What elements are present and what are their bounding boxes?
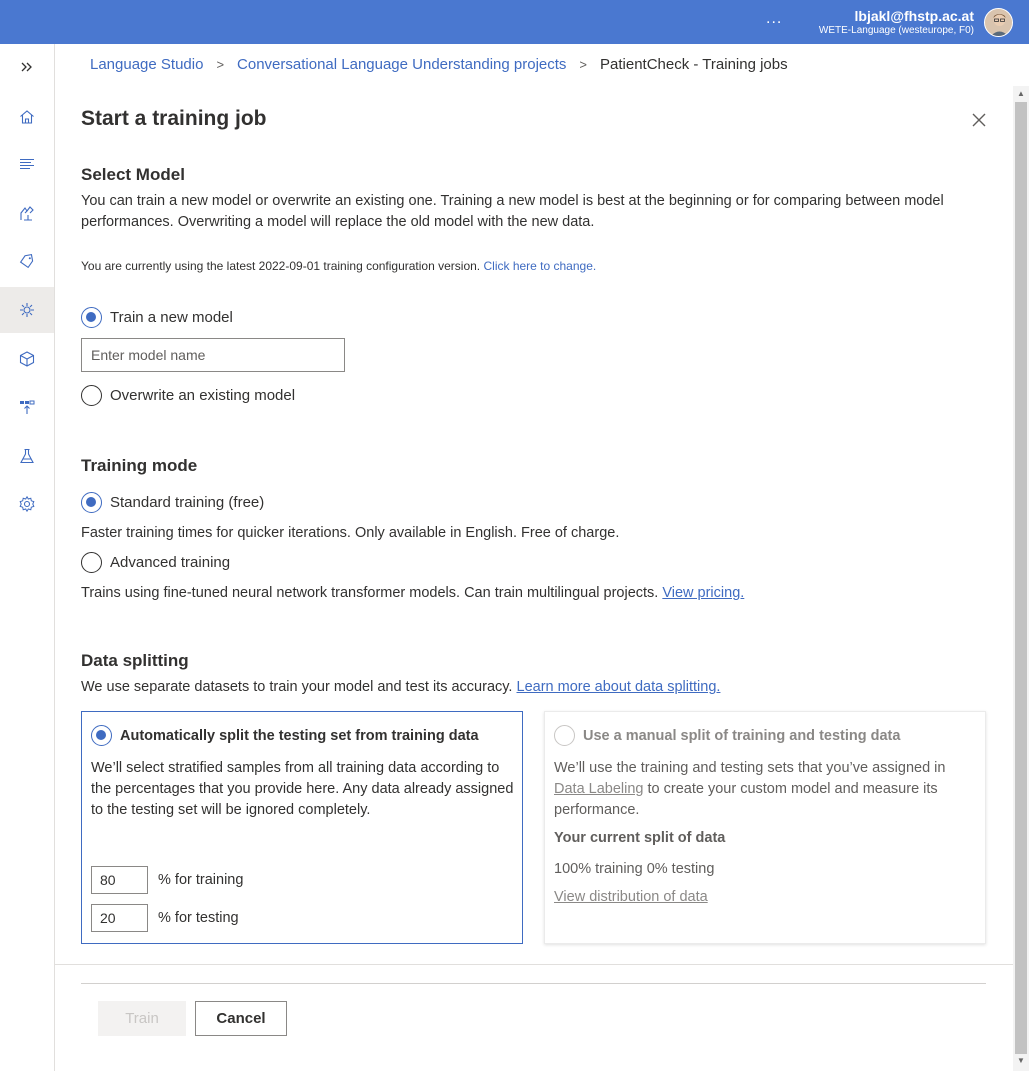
data-labeling-link: Data Labeling — [554, 781, 644, 797]
testing-percent-input[interactable] — [91, 904, 148, 932]
chevron-right-icon: > — [579, 57, 588, 72]
radio-selected-icon — [81, 307, 102, 328]
radio-disabled-icon — [554, 725, 575, 746]
nav-settings[interactable] — [0, 481, 54, 527]
data-splitting-text: We use separate datasets to train your model and test its accuracy. — [81, 679, 513, 695]
current-split-heading: Your current split of data — [554, 830, 726, 846]
footer-divider — [81, 983, 986, 984]
radio-selected-icon — [91, 725, 112, 746]
tag-icon — [18, 252, 36, 270]
view-pricing-link[interactable]: View pricing. — [662, 585, 745, 601]
auto-split-description: We’ll select stratified samples from all training data according to the percentages that you provide here. Any data already assigned to the testing set will be ignored completely. — [91, 760, 514, 818]
cube-icon — [18, 350, 36, 368]
breadcrumb-current: PatientCheck - Training jobs — [600, 56, 788, 73]
home-icon — [18, 108, 36, 126]
scrollbar-thumb[interactable] — [1015, 102, 1027, 1054]
top-bar — [0, 0, 1029, 44]
radio-unselected-icon — [81, 385, 102, 406]
nav-overview[interactable] — [0, 141, 54, 187]
advanced-training-description — [81, 583, 981, 604]
expand-nav-button[interactable] — [0, 44, 54, 90]
more-options-button[interactable]: ... — [766, 10, 783, 27]
training-percent-row — [91, 866, 243, 894]
close-icon — [971, 112, 987, 128]
cancel-button[interactable]: Cancel — [195, 1001, 287, 1036]
manual-split-text-post: to create your custom model and measure its performance. — [554, 781, 938, 818]
tenant-name: WETE-Language (westeurope, F0) — [818, 25, 974, 36]
manual-split-description — [554, 758, 979, 821]
current-split-value: 100% training 0% testing — [554, 861, 715, 877]
standard-training-description: Faster training times for quicker iterations. Only available in English. Free of charge. — [81, 525, 620, 541]
view-distribution-link: View distribution of data — [554, 889, 708, 905]
scroll-down-arrow-icon[interactable]: ▼ — [1017, 1056, 1025, 1065]
list-icon — [18, 155, 36, 173]
select-model-description: You can train a new model or overwrite an existing one. Training a new model is best at the beginning or for comparing between model performances. Overwriting a model will replace the old model with the new data. — [81, 193, 944, 230]
breadcrumb-clu-projects[interactable]: Conversational Language Understanding projects — [237, 56, 567, 73]
section-divider — [55, 964, 1013, 965]
train-button[interactable]: Train — [98, 1001, 186, 1036]
panel-title: Start a training job — [81, 107, 267, 130]
gear-icon — [18, 495, 36, 513]
avatar-image — [985, 9, 1013, 37]
data-splitting-description — [81, 677, 981, 698]
testing-percent-row — [91, 904, 239, 932]
scroll-up-arrow-icon[interactable]: ▲ — [1017, 89, 1025, 98]
data-splitting-heading: Data splitting — [81, 651, 189, 670]
double-chevron-right-icon — [18, 58, 36, 76]
training-mode-heading: Training mode — [81, 456, 198, 475]
auto-split-radio[interactable] — [91, 725, 479, 746]
select-model-heading: Select Model — [81, 165, 185, 184]
train-new-model-radio[interactable] — [81, 307, 233, 328]
manual-split-radio — [554, 725, 900, 746]
manual-split-card — [544, 711, 986, 944]
model-name-input[interactable] — [81, 338, 345, 372]
auto-split-label: Automatically split the testing set from training data — [120, 727, 479, 744]
deploy-icon — [18, 398, 36, 416]
left-nav-rail — [0, 44, 55, 1071]
radio-unselected-icon — [81, 552, 102, 573]
nav-model-performance[interactable] — [0, 336, 54, 382]
nav-schema[interactable] — [0, 190, 54, 236]
standard-training-label: Standard training (free) — [110, 494, 265, 511]
train-new-model-label: Train a new model — [110, 309, 233, 326]
nav-labeling[interactable] — [0, 238, 54, 284]
advanced-training-text: Trains using fine-tuned neural network transformer models. Can train multilingual projects. — [81, 585, 659, 601]
user-email: lbjakl@fhstp.ac.at — [854, 8, 974, 24]
training-percent-label: % for training — [158, 872, 244, 888]
avatar[interactable] — [984, 8, 1013, 37]
breadcrumb — [90, 56, 788, 73]
build-icon — [18, 204, 36, 222]
breadcrumb-language-studio[interactable]: Language Studio — [90, 56, 204, 73]
training-percent-input[interactable] — [91, 866, 148, 894]
learn-data-splitting-link[interactable]: Learn more about data splitting. — [516, 679, 721, 695]
advanced-training-radio[interactable] — [81, 552, 230, 573]
flask-icon — [18, 447, 36, 465]
config-version-label: You are currently using the latest 2022-09-01 training configuration version. — [81, 259, 481, 273]
auto-split-card[interactable] — [81, 711, 523, 944]
advanced-training-label: Advanced training — [110, 554, 231, 571]
testing-percent-label: % for testing — [158, 910, 239, 926]
chevron-right-icon: > — [216, 57, 225, 72]
standard-training-radio[interactable] — [81, 492, 264, 513]
account-info[interactable] — [819, 8, 974, 38]
train-icon — [18, 301, 36, 319]
close-button[interactable] — [968, 109, 990, 131]
manual-split-label: Use a manual split of training and testing data — [583, 727, 901, 744]
manual-split-text-pre: We’ll use the training and testing sets that you’ve assigned in — [554, 760, 946, 776]
config-version-text — [81, 259, 596, 273]
overwrite-model-radio[interactable] — [81, 385, 295, 406]
overwrite-model-label: Overwrite an existing model — [110, 387, 296, 404]
nav-home[interactable] — [0, 94, 54, 140]
nav-deploying[interactable] — [0, 384, 54, 430]
change-config-link[interactable]: Click here to change. — [483, 259, 597, 273]
nav-testing[interactable] — [0, 433, 54, 479]
radio-selected-icon — [81, 492, 102, 513]
nav-training-jobs[interactable] — [0, 287, 54, 333]
